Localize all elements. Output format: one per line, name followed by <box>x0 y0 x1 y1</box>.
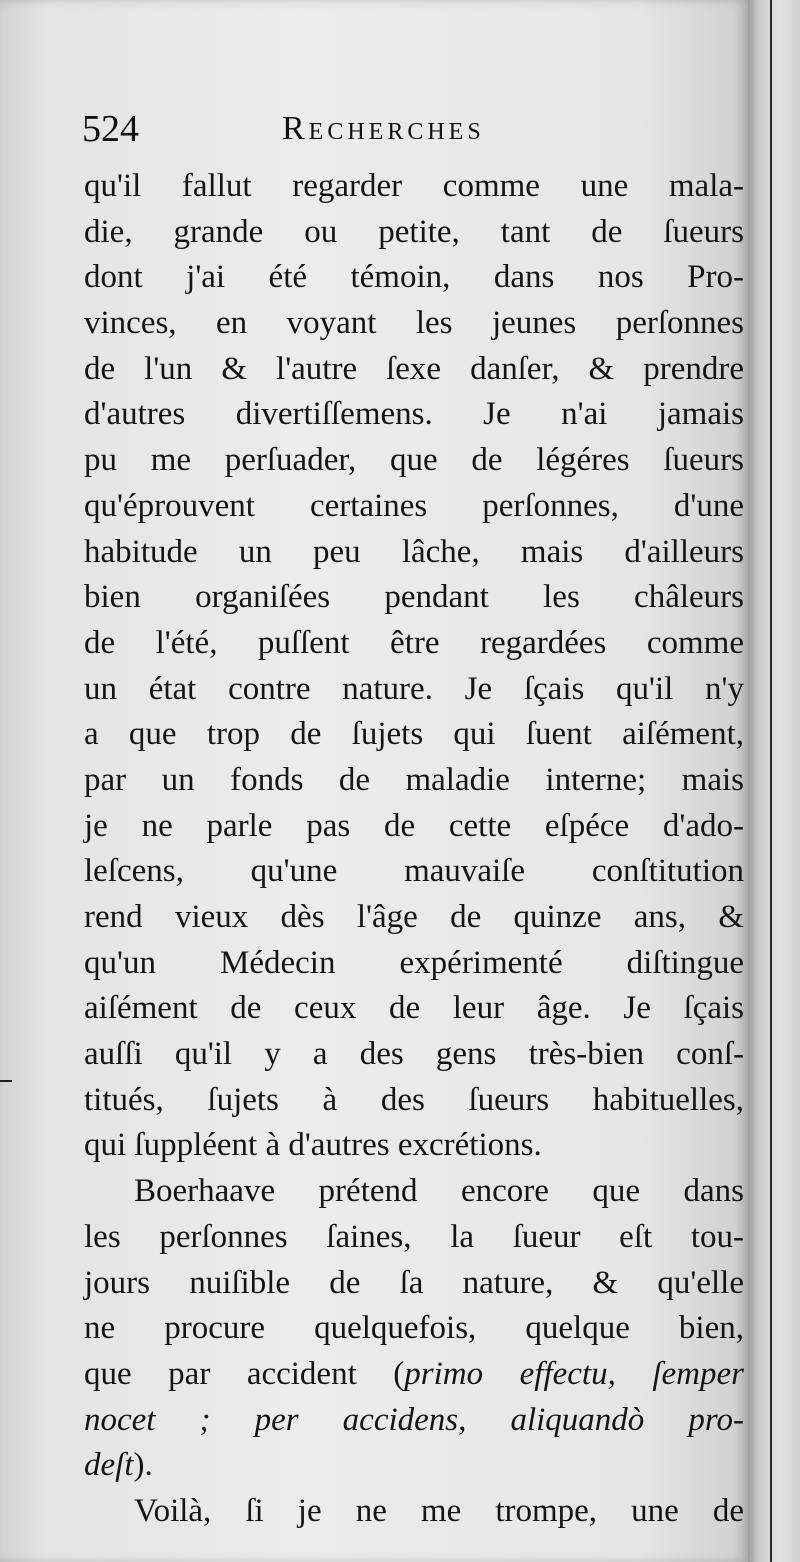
text-line <box>84 1352 744 1398</box>
paragraph-3 <box>84 1489 744 1535</box>
text-line: titués, ſujets à des ſueurs habituelles, <box>84 1081 744 1118</box>
text-line: die, grande ou petite, tant de ſueurs <box>84 213 744 250</box>
text-line: a que trop de ſujets qui ſuent aiſément, <box>84 716 744 753</box>
text-line: habitude un peu lâche, mais d'ailleurs <box>84 533 744 570</box>
text-line: jours nuiſible de ſa nature, & qu'elle <box>84 1264 744 1301</box>
text-line: ne procure quelquefois, quelque bien, <box>84 1310 744 1347</box>
text-line: de l'un & l'autre ſexe danſer, & prendre <box>84 350 744 387</box>
text-line: bien organiſées pendant les châleurs <box>84 579 744 616</box>
text-line: d'autres divertiſſemens. Je n'ai jamais <box>84 396 744 433</box>
text-line: Voilà, ſi je ne me trompe, une de <box>134 1492 744 1529</box>
latin-quote: deſt <box>84 1447 134 1484</box>
text-line: je ne parle pas de cette eſpéce d'ado- <box>84 807 744 844</box>
text-line: les perſonnes ſaines, la ſueur eſt tou- <box>84 1218 744 1255</box>
facing-page-edge <box>748 0 800 1562</box>
latin-quote-line: nocet ; per accidens, aliquandò pro- <box>84 1401 744 1438</box>
text-line: dont j'ai été témoin, dans nos Pro- <box>84 259 744 296</box>
text-line: rend vieux dès l'âge de quinze ans, & <box>84 899 744 935</box>
text-line: pu me perſuader, que de légéres ſueurs <box>84 442 744 479</box>
text-line: par un fonds de maladie interne; mais <box>84 761 744 798</box>
running-title: Recherches <box>282 110 485 147</box>
latin-quote: primo effectu, ſemper <box>404 1355 744 1392</box>
text-roman: ). <box>133 1447 153 1484</box>
text-line: de l'été, puſſent être regardées comme <box>84 624 744 661</box>
body-text <box>84 164 744 1535</box>
page-gutter-line <box>770 0 772 1562</box>
text-line: qu'éprouvent certaines perſonnes, d'une <box>84 487 744 524</box>
text-roman: que par accident ( <box>84 1355 405 1392</box>
text-line: aiſément de ceux de leur âge. Je ſçais <box>84 990 744 1027</box>
text-line: auſſi qu'il y a des gens très-bien conſ- <box>84 1036 744 1073</box>
text-line: leſcens, qu'une mauvaiſe conſtitution <box>84 853 744 890</box>
text-line: qu'il fallut regarder comme une mala- <box>84 168 744 204</box>
text-line: qu'un Médecin expérimenté diſtingue <box>84 944 744 981</box>
text-line: qui ſuppléent à d'autres excrétions. <box>84 1127 542 1164</box>
text-line <box>84 1443 744 1489</box>
text-line: Boerhaave prétend encore que dans <box>134 1173 744 1210</box>
text-line: un état contre nature. Je ſçais qu'il n'y <box>84 670 744 707</box>
page-header <box>82 104 742 154</box>
page-number: 524 <box>82 108 139 150</box>
paragraph-1 <box>84 164 744 1169</box>
margin-mark <box>0 1080 12 1082</box>
paragraph-2 <box>84 1169 744 1489</box>
text-line: vinces, en voyant les jeunes perſonnes <box>84 305 744 342</box>
